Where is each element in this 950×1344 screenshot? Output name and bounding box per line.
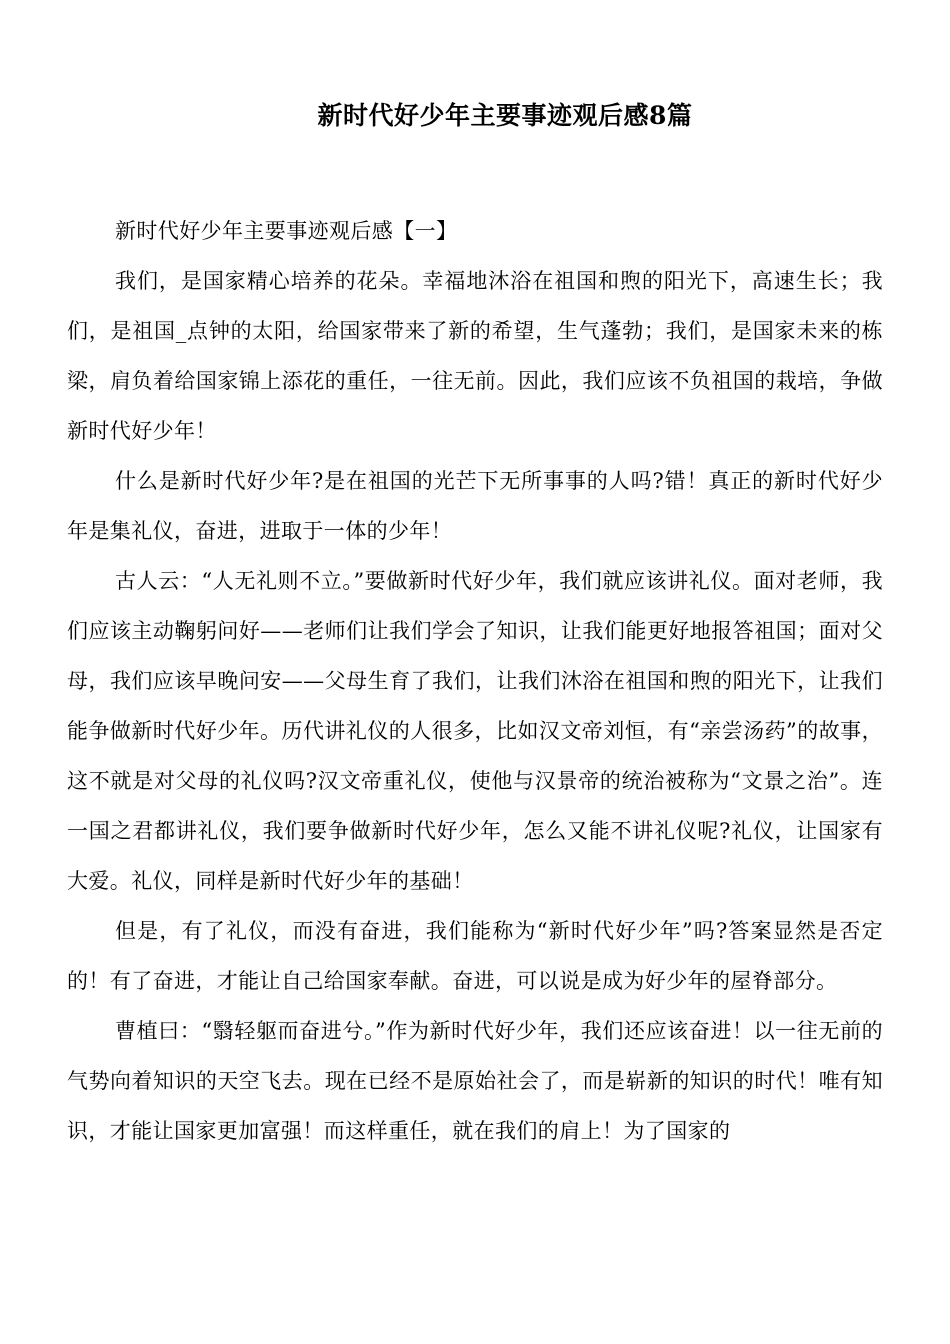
paragraph: 曹植曰：“翳轻躯而奋进兮。”作为新时代好少年，我们还应该奋进！以一往无前的气势向着知识的天空飞去。现在已经不是原始社会了，而是崭新的知识的时代！唯有知识，才能让国家更加富强！而这样重任，就在我们的肩上！为了国家的 xyxy=(67,1019,883,1143)
paragraph: 什么是新时代好少年?是在祖国的光芒下无所事事的人吗?错！真正的新时代好少年是集礼仪，奋进，进取于一体的少年！ xyxy=(67,469,883,543)
document-title: 新时代好少年主要事迹观后感8篇 xyxy=(317,101,693,130)
document-body xyxy=(67,206,883,1156)
paragraph: 我们，是国家精心培养的花朵。幸福地沐浴在祖国和煦的阳光下，高速生长；我们，是祖国_点钟的太阳，给国家带来了新的希望，生气蓬勃；我们，是国家未来的栋梁，肩负着给国家锦上添花的重任，一往无前。因此，我们应该不负祖国的栽培，争做新时代好少年！ xyxy=(67,269,883,443)
paragraph: 但是，有了礼仪，而没有奋进，我们能称为“新时代好少年”吗?答案显然是否定的！有了奋进，才能让自己给国家奉献。奋进，可以说是成为好少年的屋脊部分。 xyxy=(67,919,883,993)
section-heading: 新时代好少年主要事迹观后感【一】 xyxy=(115,219,458,243)
paragraph: 古人云：“人无礼则不立。”要做新时代好少年，我们就应该讲礼仪。面对老师，我们应该主动鞠躬问好——老师们让我们学会了知识，让我们能更好地报答祖国；面对父母，我们应该早晚问安——父母生育了我们，让我们沐浴在祖国和煦的阳光下，让我们能争做新时代好少年。历代讲礼仪的人很多，比如汉文帝刘恒，有“亲尝汤药”的故事，这不就是对父母的礼仪吗?汉文帝重礼仪，使他与汉景帝的统治被称为“文景之治”。连一国之君都讲礼仪，我们要争做新时代好少年，怎么又能不讲礼仪呢?礼仪，让国家有大爱。礼仪，同样是新时代好少年的基础！ xyxy=(67,569,883,893)
